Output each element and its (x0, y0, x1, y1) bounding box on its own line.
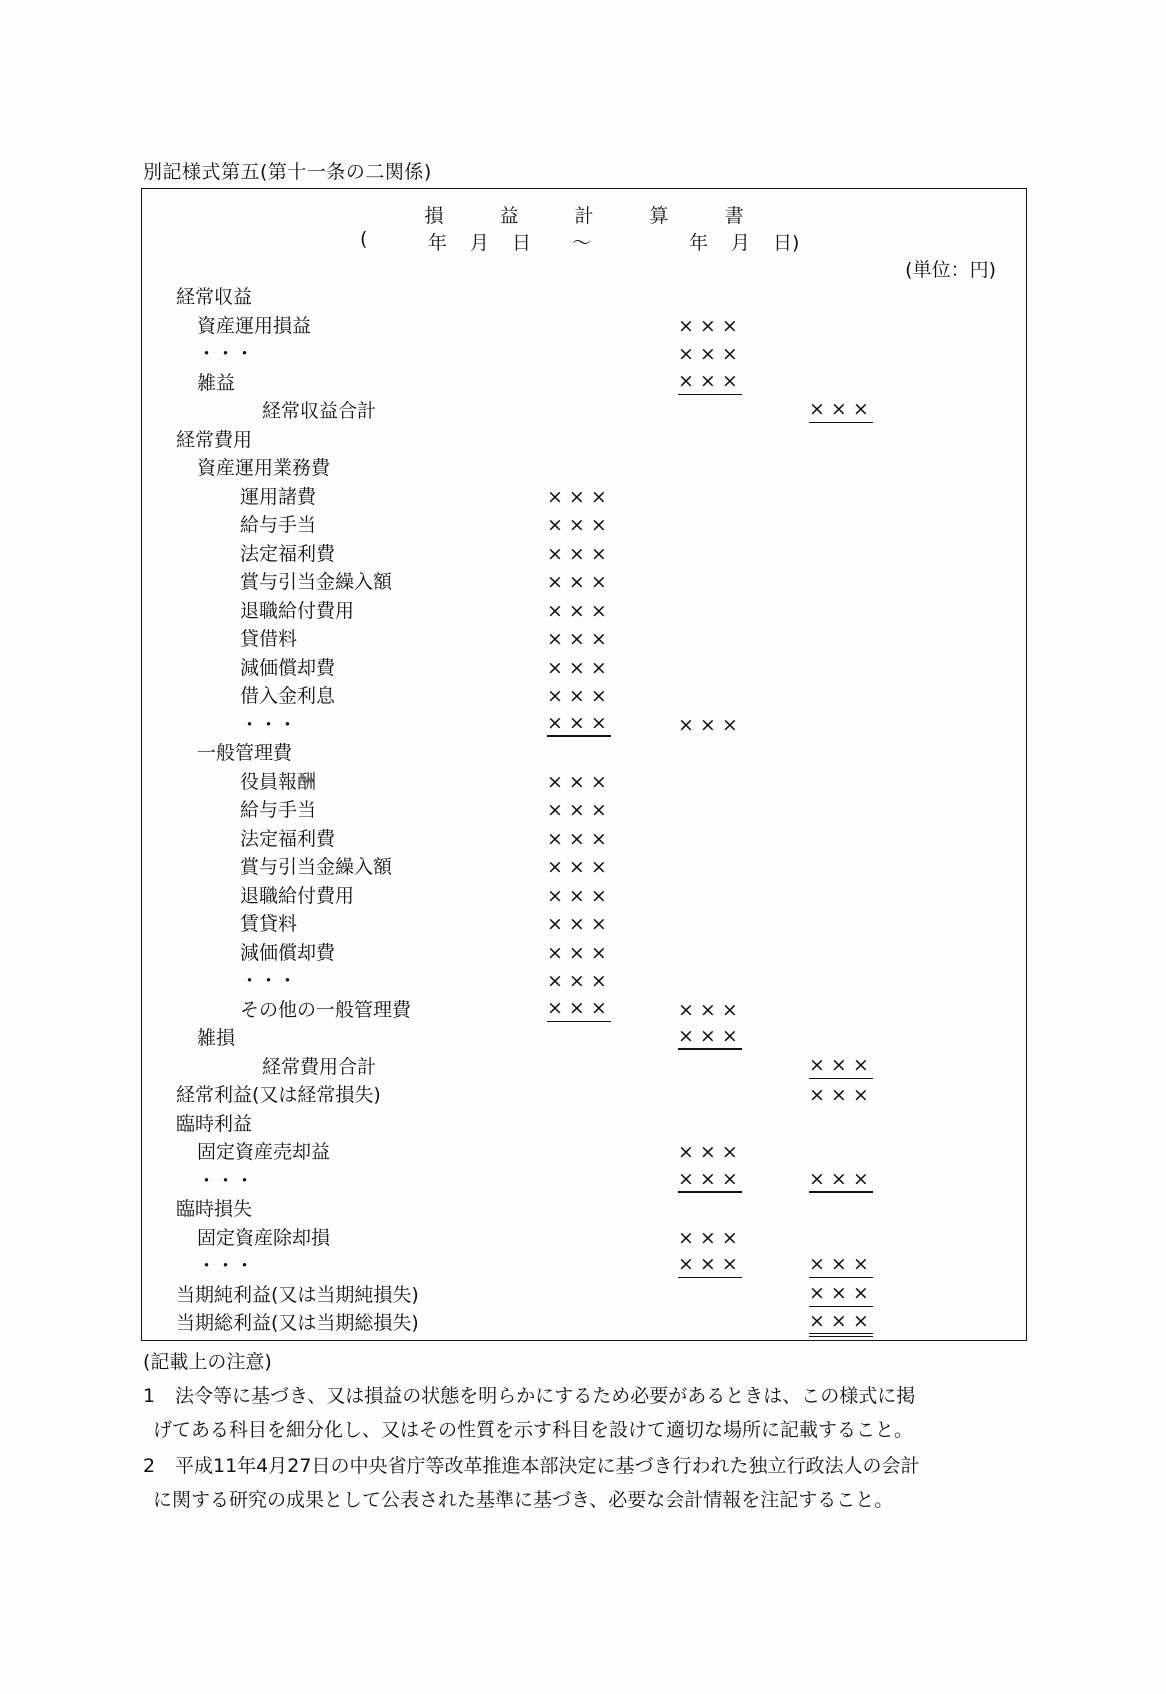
account-label: 賃貸料 (240, 913, 298, 935)
account-label: 当期総利益(又は当期総損失) (176, 1312, 419, 1334)
statement-row (142, 511, 1026, 540)
statement-row (142, 1110, 1026, 1139)
notes-section (143, 1347, 1033, 1517)
account-label: 法定福利費 (240, 542, 336, 565)
statement-row (142, 597, 1026, 626)
statement-row (142, 739, 1026, 768)
amount-c2: ××× (678, 1141, 744, 1163)
amount-c1: ××× (547, 599, 613, 622)
account-label: 経常費用合計 (262, 1055, 377, 1078)
statement-row (142, 939, 1026, 968)
amount-c1: ××× (547, 970, 613, 992)
statement-rows (142, 283, 1026, 1338)
account-label: 経常利益(又は経常損失) (176, 1084, 381, 1106)
account-label: 固定資産売却益 (197, 1141, 331, 1163)
income-statement-frame: 損 益 計 算 書 ( 年 月 日 ～ 年 月 日) (単位：円) 経常収益 資産運用損益 ××× ・・・ ××× 雑益 ××× 経常収益合計 ××× 経常費用 資産運用業務費 運用諸費 ××× 給与手当 ××× 法定福利費 ××× 賞与引当金繰入額 ××× 退職給付費用 ××× 貸借料 ××× 減価償却費 ××× 借入金利息 ××× ・・・ ××× ××× 一般管理費 役員報酬 ××× 給与手当 ××× 法定福利費 ××× 賞与引当金繰入額 ××× 退職給付費用 ××× 賃貸料 ××× 減価償却費 ××× ・・・ ××× その他の一般管理費 ××× ××× 雑損 ××× 経常費用合計 ××× 経常利益(又は経常損失) ××× 臨時利益 固定資産売却益 ××× ・・・ ××× ××× 臨時損失 固定資産除却損 ××× ・・・ ××× ××× 当期純利益(又は当期純損失) ××× 当期総利益(又は当期総損失) ××× (141, 188, 1027, 1341)
amount-c1: ××× (547, 628, 613, 650)
account-label: 借入金利息 (240, 685, 336, 707)
statement-row (142, 540, 1026, 569)
account-label: 退職給付費用 (240, 599, 355, 622)
statement-row (142, 340, 1026, 369)
statement-row (142, 454, 1026, 483)
amount-c3: ××× (809, 1309, 873, 1337)
account-label: 経常収益合計 (262, 400, 377, 422)
amount-c1: ××× (547, 514, 613, 536)
account-label: 固定資産除却損 (197, 1226, 331, 1249)
account-label: 雑損 (197, 1027, 236, 1049)
account-label: 臨時利益 (176, 1112, 253, 1135)
statement-row (142, 882, 1026, 911)
amount-c1: ××× (547, 542, 613, 565)
amount-c3: ××× (809, 1252, 873, 1278)
amount-c1: ××× (547, 827, 613, 850)
amount-c1: ××× (547, 913, 613, 935)
form-label: 別記様式第五(第十一条の二関係) (143, 161, 432, 183)
statement-row (142, 369, 1026, 398)
statement-row (142, 711, 1026, 740)
account-label: 当期純利益(又は当期純損失) (176, 1283, 419, 1306)
statement-row (142, 996, 1026, 1025)
statement-row (142, 796, 1026, 825)
account-label: 給与手当 (240, 514, 317, 536)
statement-row (142, 312, 1026, 341)
account-label: 一般管理費 (197, 742, 293, 764)
note-item: 2 平成11年4月27日の中央省庁等改革推進本部決定に基づき行われた独立行政法人の会計 に関する研究の成果として公表された基準に基づき、必要な会計情報を注記すること。 (143, 1455, 920, 1511)
statement-row (142, 654, 1026, 683)
account-label: 減価償却費 (240, 941, 336, 964)
statement-row (142, 682, 1026, 711)
account-label: 経常費用 (176, 428, 253, 451)
amount-c2: ××× (678, 1167, 742, 1193)
statement-row (142, 1167, 1026, 1196)
statement-row (142, 910, 1026, 939)
statement-title: 損 益 計 算 書 (424, 205, 744, 227)
amount-c1: ××× (547, 856, 613, 878)
statement-row (142, 283, 1026, 312)
statement-row (142, 1281, 1026, 1310)
statement-row (142, 967, 1026, 996)
amount-c2: ××× (678, 1252, 742, 1278)
statement-row (142, 1024, 1026, 1053)
amount-c1: ××× (547, 941, 613, 964)
account-label: ・・・ (197, 343, 255, 365)
amount-c3: ××× (809, 1084, 875, 1106)
notes-title: (記載上の注意) (143, 1351, 272, 1373)
account-label: ・・・ (240, 713, 298, 736)
amount-c1: ××× (547, 884, 613, 907)
amount-c1: ××× (547, 571, 613, 593)
account-label: 法定福利費 (240, 827, 336, 850)
statement-row (142, 568, 1026, 597)
statement-row (142, 483, 1026, 512)
account-label: ・・・ (197, 1169, 255, 1192)
amount-c1: ××× (547, 711, 611, 737)
account-label: 減価償却費 (240, 656, 336, 679)
statement-row (142, 1195, 1026, 1224)
amount-c2: ××× (678, 1024, 742, 1050)
account-label: 臨時損失 (176, 1198, 253, 1220)
account-label: 貸借料 (240, 628, 298, 650)
account-label: ・・・ (197, 1255, 255, 1277)
amount-c2: ××× (678, 998, 744, 1021)
account-label: ・・・ (240, 970, 298, 992)
statement-row (142, 426, 1026, 455)
amount-c3: ××× (809, 1053, 873, 1079)
statement-row (142, 1252, 1026, 1281)
amount-c2: ××× (678, 314, 744, 337)
unit-label: (単位：円) (905, 259, 996, 281)
account-label: 資産運用損益 (197, 314, 312, 337)
amount-c1: ××× (547, 770, 613, 793)
statement-row (142, 1081, 1026, 1110)
statement-row (142, 1224, 1026, 1253)
statement-row (142, 625, 1026, 654)
statement-row (142, 1309, 1026, 1338)
statement-row (142, 768, 1026, 797)
account-label: 退職給付費用 (240, 884, 355, 907)
statement-row (142, 825, 1026, 854)
account-label: その他の一般管理費 (240, 998, 412, 1021)
amount-c1: ××× (547, 656, 613, 679)
amount-c1: ××× (547, 685, 613, 707)
amount-c1: ××× (547, 485, 613, 508)
amount-c3: ××× (809, 397, 873, 423)
account-label: 雑益 (197, 371, 236, 394)
amount-c3: ××× (809, 1167, 873, 1193)
amount-c2: ××× (678, 1226, 744, 1249)
note-item: 1 法令等に基づき、又は損益の状態を明らかにするため必要があるときは、この様式に掲 げてある科目を細分化し、又はその性質を示す科目を設けて適切な場所に記載すること。 (143, 1385, 916, 1441)
statement-row (142, 1138, 1026, 1167)
statement-row (142, 397, 1026, 426)
amount-c3: ××× (809, 1281, 873, 1307)
amount-c2: ××× (678, 369, 742, 395)
amount-c1: ××× (547, 799, 613, 821)
account-label: 賞与引当金繰入額 (240, 571, 393, 593)
account-label: 資産運用業務費 (197, 457, 331, 479)
account-label: 役員報酬 (240, 770, 317, 793)
account-label: 運用諸費 (240, 485, 317, 508)
amount-c2: ××× (678, 343, 744, 365)
account-label: 賞与引当金繰入額 (240, 856, 393, 878)
statement-row (142, 1053, 1026, 1082)
amount-c2: ××× (678, 713, 744, 736)
amount-c1: ××× (547, 996, 611, 1022)
account-label: 給与手当 (240, 799, 317, 821)
account-label: 経常収益 (176, 286, 253, 308)
statement-row (142, 853, 1026, 882)
